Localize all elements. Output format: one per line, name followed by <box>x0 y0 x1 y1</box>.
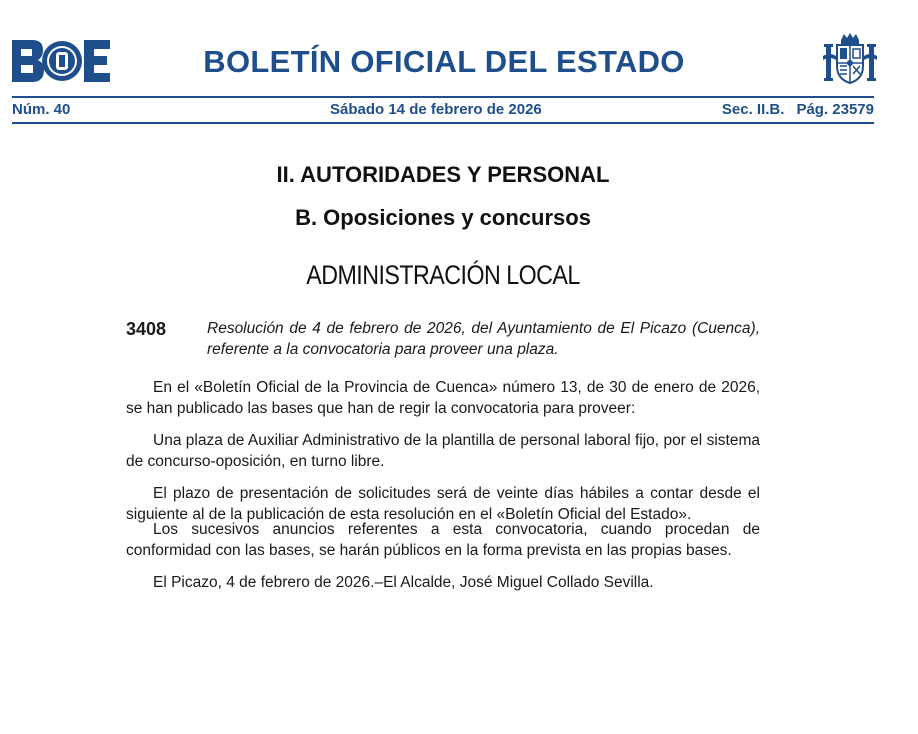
subsection-title: B. Oposiciones y concursos <box>295 205 591 230</box>
issue-date: Sábado 14 de febrero de 2026 <box>330 101 542 118</box>
gazette-title: BOLETÍN OFICIAL DEL ESTADO <box>203 44 685 79</box>
body-paragraph: El plazo de presentación de solicitudes será de veinte días hábiles a contar desde el siguiente al de la publicación de esta resolución en el «Boletín Oficial del Estado». <box>126 485 760 523</box>
entry-title: Resolución de 4 de febrero de 2026, del Ayuntamiento de El Picazo (Cuenca), referente a la convocatoria para proveer una plaza. <box>207 320 760 358</box>
section-code: Sec. II.B. <box>721 101 785 118</box>
coat-of-arms-icon <box>822 32 878 86</box>
administration-heading: ADMINISTRACIÓN LOCAL <box>306 260 580 290</box>
body-paragraph: Los sucesivos anuncios referentes a esta convocatoria, cuando procedan de conformidad con las bases, se harán públicos en la forma prevista en las propias bases. <box>126 521 760 559</box>
section-page-info <box>722 101 874 118</box>
boe-logo <box>12 40 110 82</box>
page-header <box>0 0 918 130</box>
header-top-rule <box>12 96 874 98</box>
issue-number: Núm. 40 <box>12 101 71 118</box>
body-paragraph: En el «Boletín Oficial de la Provincia de Cuenca» número 13, de 30 de enero de 2026, se han publicado las bases que han de regir la convocatoria para proveer: <box>126 379 760 417</box>
page-number: Pág. 23579 <box>796 101 874 118</box>
header-bottom-rule <box>12 122 874 124</box>
boe-logo-icon <box>12 40 110 82</box>
body-paragraph: Una plaza de Auxiliar Administrativo de la plantilla de personal laboral fijo, por el sistema de concurso-oposición, en turno libre. <box>126 432 760 470</box>
signature-line: El Picazo, 4 de febrero de 2026.–El Alcalde, José Miguel Collado Sevilla. <box>153 574 654 591</box>
section-title: II. AUTORIDADES Y PERSONAL <box>276 162 610 187</box>
entry-number: 3408 <box>126 319 167 339</box>
